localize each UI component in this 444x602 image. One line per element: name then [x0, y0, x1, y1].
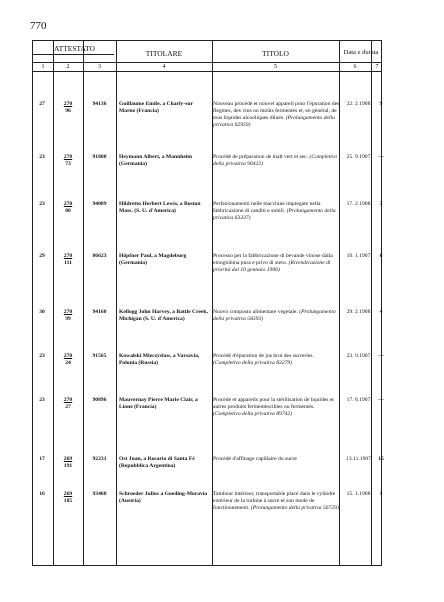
volume-fraction: 270 73 — [63, 154, 73, 167]
registration-number: 94160 — [92, 309, 107, 315]
header-titolare: TITOLARE — [145, 49, 183, 58]
patent-title: Processo per la fabbricazione di bevande vinose dalla emoglobina pura e privo di siero. (Rivendicazione di priorità dal 10 gennaio 1906) — [213, 253, 333, 273]
volume-fraction: 270 111 — [63, 253, 73, 266]
col-number: 3 — [98, 64, 101, 70]
header-line — [33, 62, 381, 63]
patent-table — [32, 40, 382, 566]
holder: Kowalski Mieczyslaw, a Varsavia, Polonia (Russia) — [119, 353, 200, 366]
col-divider — [53, 41, 54, 565]
date: 29. 2.1908 — [346, 309, 371, 315]
header-attestato: ATTESTATO — [54, 44, 95, 53]
duration: 9 — [379, 101, 383, 107]
col-divider — [83, 41, 84, 565]
header-titolo: TITOLO — [262, 49, 289, 58]
header-data-durata: Data e durata — [343, 49, 379, 56]
holder: Mauvernay Pierre Marie Clair, a Lione (Francia) — [119, 397, 198, 410]
row-number: 30 — [39, 309, 45, 315]
duration: 4 — [379, 309, 383, 315]
volume-fraction: 269 185 — [63, 491, 73, 504]
patent-title: Procédé d'épuration de jus brut des sucreries. (Completivo della privativa 83279) — [213, 353, 314, 366]
patent-title: Procédé d'affinage capillaire du sucre — [213, 456, 297, 462]
patent-title: Perfezionamenti nelle macchine impiegate nella fabbricazione di canditi e simili. (Prolungamento della privativa 63337) — [213, 201, 336, 221]
col-number: 6 — [353, 64, 357, 70]
col-number: 5 — [274, 64, 277, 70]
col-number: 2 — [66, 64, 70, 70]
volume-fraction: 270 24 — [63, 353, 73, 366]
duration: — — [378, 154, 384, 160]
holder: Ost Juan, a Rosario di Santa Fè (Repubblica Argentina) — [119, 456, 195, 469]
row-number: 23 — [39, 353, 45, 359]
date: 17. 2.1908 — [346, 201, 371, 207]
registration-number: 94136 — [92, 101, 107, 107]
holder: Heymann Albert, a Mannheim (Germania) — [119, 154, 193, 167]
holder: Guillaume Emile, a Charly-sur Marne (Francia) — [119, 101, 193, 114]
registration-number: 93468 — [92, 491, 107, 497]
volume-fraction: 270 80 — [63, 201, 73, 214]
registration-number: 91565 — [92, 353, 107, 359]
registration-number: 94089 — [92, 201, 107, 207]
page-number: 770 — [30, 20, 47, 32]
registration-number: 86623 — [92, 253, 107, 259]
duration: 1 — [379, 491, 383, 497]
duration: 15 — [378, 456, 384, 462]
date: 13.11.1907 — [346, 456, 371, 462]
date: 25. 9.1907 — [346, 154, 371, 160]
date: 15. 1.1908 — [346, 491, 371, 497]
date: 23. 9.1907 — [346, 353, 371, 359]
registration-number: 91800 — [92, 154, 107, 160]
row-number: 23 — [39, 201, 45, 207]
volume-fraction: 270 27 — [63, 397, 73, 410]
date: 10. 1.1907 — [346, 253, 371, 259]
row-number: 27 — [39, 101, 45, 107]
registration-number: 90896 — [92, 397, 107, 403]
patent-title: Procédé de préparation de malt vert et sec. (Completivo della privativa 90412) — [213, 154, 338, 167]
col-number: 7 — [375, 64, 379, 70]
row-number: 17 — [39, 456, 45, 462]
row-number: 29 — [39, 253, 45, 259]
duration: — — [378, 353, 384, 359]
volume-fraction: 269 191 — [63, 456, 73, 469]
patent-title: Nouveau procédé et nouvel appareil pour l'épuration des flegmes, des vins ou moûts fermentés et, en général, de tous liquides alcooliques dilués. (Prolungamento della privativa 62959) — [213, 101, 340, 128]
holder: Kellogg John Harvey, a Battle Creek, Michigan (S. U. d'America) — [119, 309, 208, 322]
date: 17. 8.1907 — [346, 397, 371, 403]
registration-number: 92231 — [92, 456, 107, 462]
date: 22. 2.1908 — [346, 101, 371, 107]
duration: 3 — [379, 201, 383, 207]
row-number: 23 — [39, 154, 45, 160]
holder: Hildretto Herbert Lewis, a Boston Mass. (S. U. d'America) — [119, 201, 201, 214]
header-bottom-line — [33, 71, 381, 72]
col-number: 1 — [41, 64, 45, 70]
row-number: 23 — [39, 397, 45, 403]
holder: Höpfner Paul, a Magdeburg (Germania) — [119, 253, 187, 266]
col-divider — [371, 41, 372, 565]
patent-title: Nuovo composto alimentare vegetale. (Prolungamento della privativa 58393) — [213, 309, 336, 322]
patent-title: Procédé et appareils pour la stérilisation de liquides et autres produits fermentescibles ou fermentés. (Completivo della privativa 89742) — [213, 397, 334, 417]
duration: — — [378, 397, 384, 403]
holder: Schroeder Julius a Goeding-Moravia (Austria) — [119, 491, 208, 504]
patent-title: Tambour intérieur, transportable placé dans le cylindre extérieur de la turbine à sucre et son mode de fonctionnement. (Prolungamento della privativa 56729) — [213, 491, 339, 511]
col-number: 4 — [162, 64, 166, 70]
row-number: 16 — [39, 491, 45, 497]
header-subline — [33, 54, 114, 55]
col-divider — [116, 41, 117, 565]
volume-fraction: 270 96 — [63, 101, 73, 114]
volume-fraction: 270 99 — [63, 309, 73, 322]
duration: 6 — [379, 253, 383, 259]
